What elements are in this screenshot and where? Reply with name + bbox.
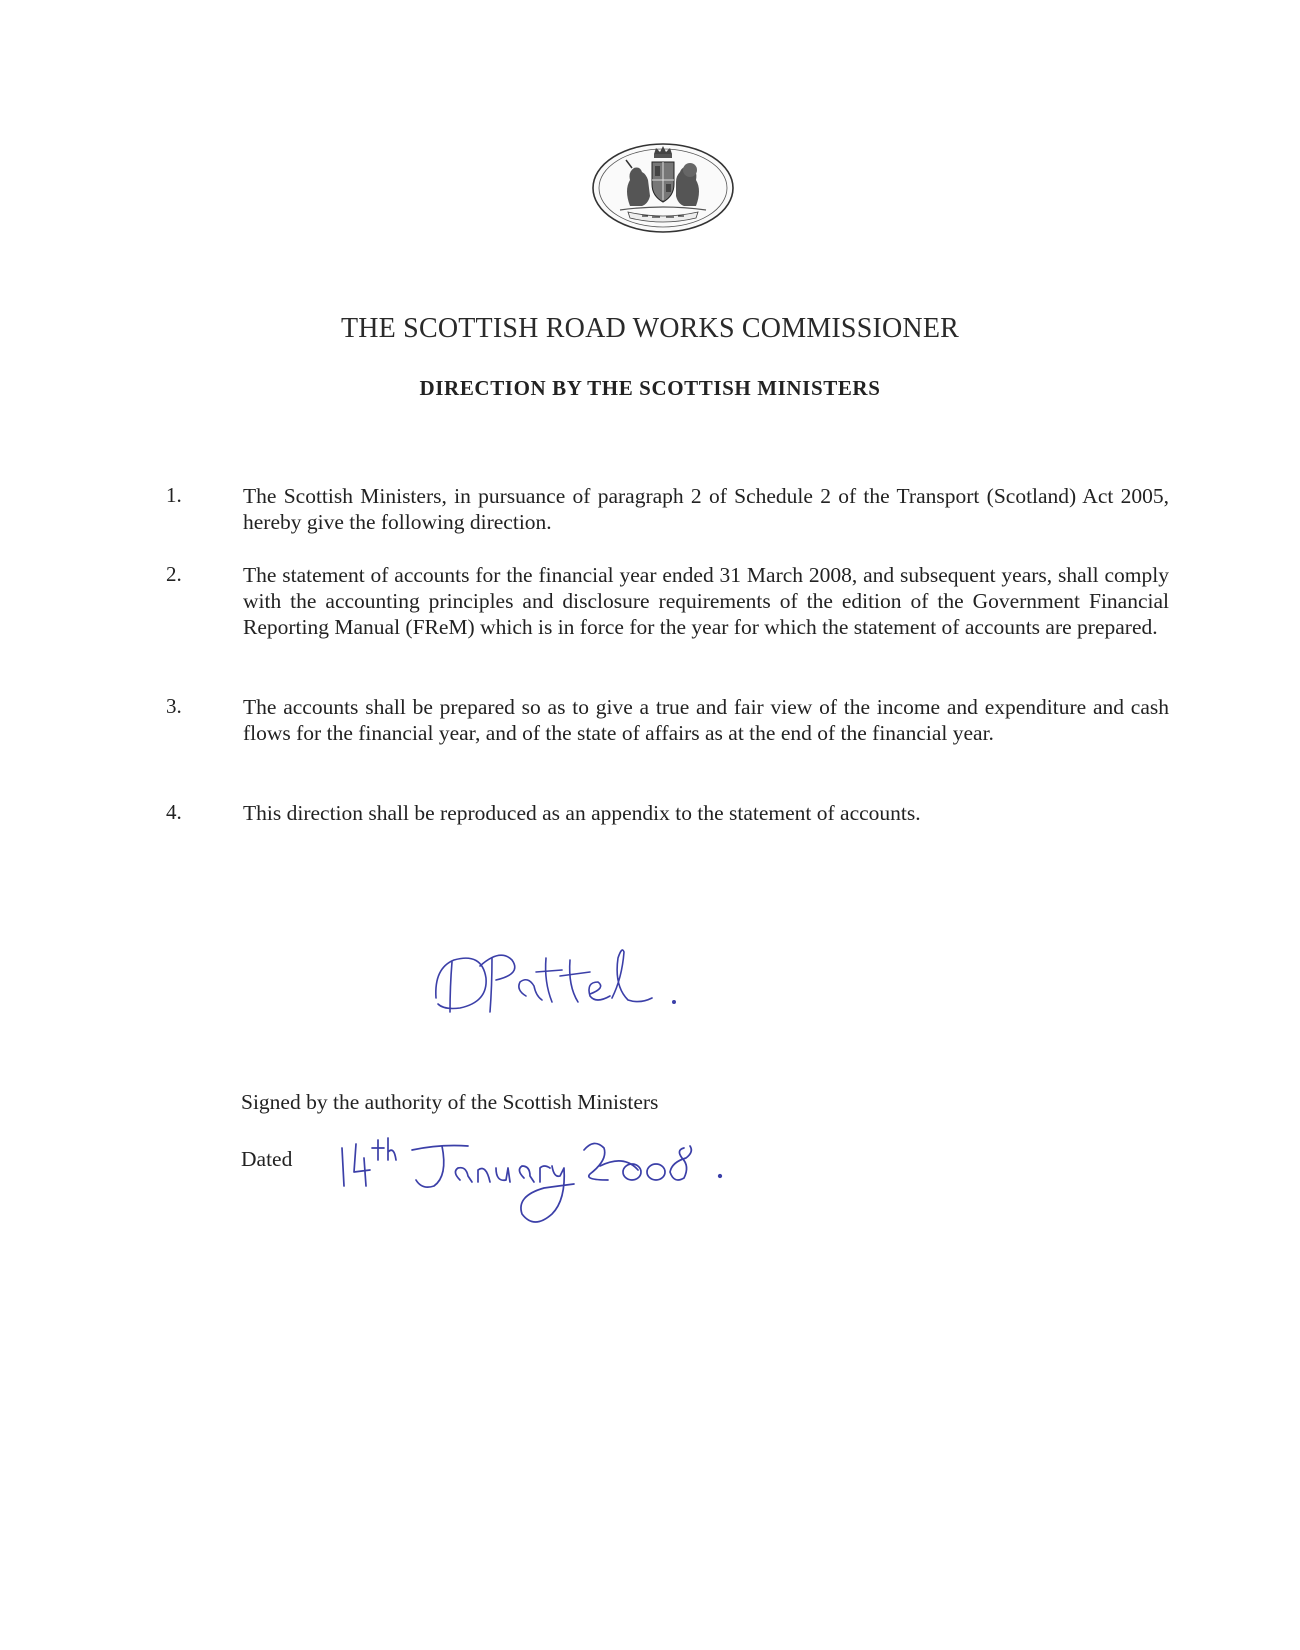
clause-text: The Scottish Ministers, in pursuance of paragraph 2 of Schedule 2 of the Transport (Scotland) Act 2005, hereby give the following direction. [243,484,1169,534]
clause-number: 4. [166,800,182,824]
clause-text: The statement of accounts for the financial year ended 31 March 2008, and subsequent years, shall comply with the accounting principles and disclosure requirements of the edition of the Government Financial Reporting Manual (FReM) which is in force for the year for which the statement of accounts are prepared. [243,563,1169,639]
dated-label: Dated [241,1147,293,1171]
handwritten-signature [430,938,700,1028]
clause-number: 3. [166,694,182,718]
direction-title: DIRECTION BY THE SCOTTISH MINISTERS [419,376,881,400]
royal-coat-of-arms-icon [590,140,736,238]
clause-text: This direction shall be reproduced as an appendix to the statement of accounts. [243,801,921,825]
organisation-title: THE SCOTTISH ROAD WORKS COMMISSIONER [340,313,960,344]
signed-by-statement: Signed by the authority of the Scottish Ministers [241,1090,659,1114]
clause-text: The accounts shall be prepared so as to give a true and fair view of the income and expenditure and cash flows for the financial year, and of the state of affairs as at the end of the financial year. [243,695,1169,745]
clause-number: 1. [166,483,182,507]
clause-number: 2. [166,562,182,586]
handwritten-date [338,1136,778,1246]
